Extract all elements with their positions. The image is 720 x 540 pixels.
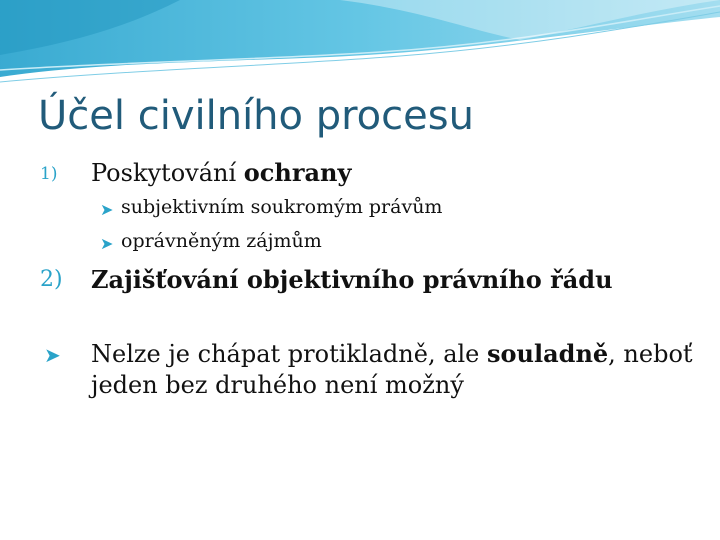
- bullet-icon: ➤: [100, 234, 114, 253]
- note-line-1: [91, 339, 693, 368]
- bullet-icon: ➤: [44, 343, 61, 367]
- list-number-1: 1): [40, 164, 58, 184]
- note-text-part2: , neboť: [608, 340, 693, 368]
- subitem-2: oprávněným zájmům: [121, 230, 322, 252]
- decorative-wave-header: [0, 0, 720, 90]
- note-bold-text: souladně: [487, 339, 609, 368]
- note-text-part1: Nelze je chápat protikladně, ale: [91, 340, 480, 368]
- bullet-icon: ➤: [100, 200, 114, 219]
- list-item-1: [91, 158, 351, 187]
- list-item-1-text: Poskytování: [91, 159, 237, 187]
- note-line-2: jeden bez druhého není možný: [91, 371, 464, 399]
- list-item-1-bold-text: ochrany: [243, 158, 352, 187]
- list-number-2: 2): [40, 267, 63, 292]
- list-item-2: Zajišťování objektivního právního řádu: [91, 265, 613, 294]
- subitem-1: subjektivním soukromým právům: [121, 196, 443, 218]
- slide-title: Účel civilního procesu: [38, 93, 474, 139]
